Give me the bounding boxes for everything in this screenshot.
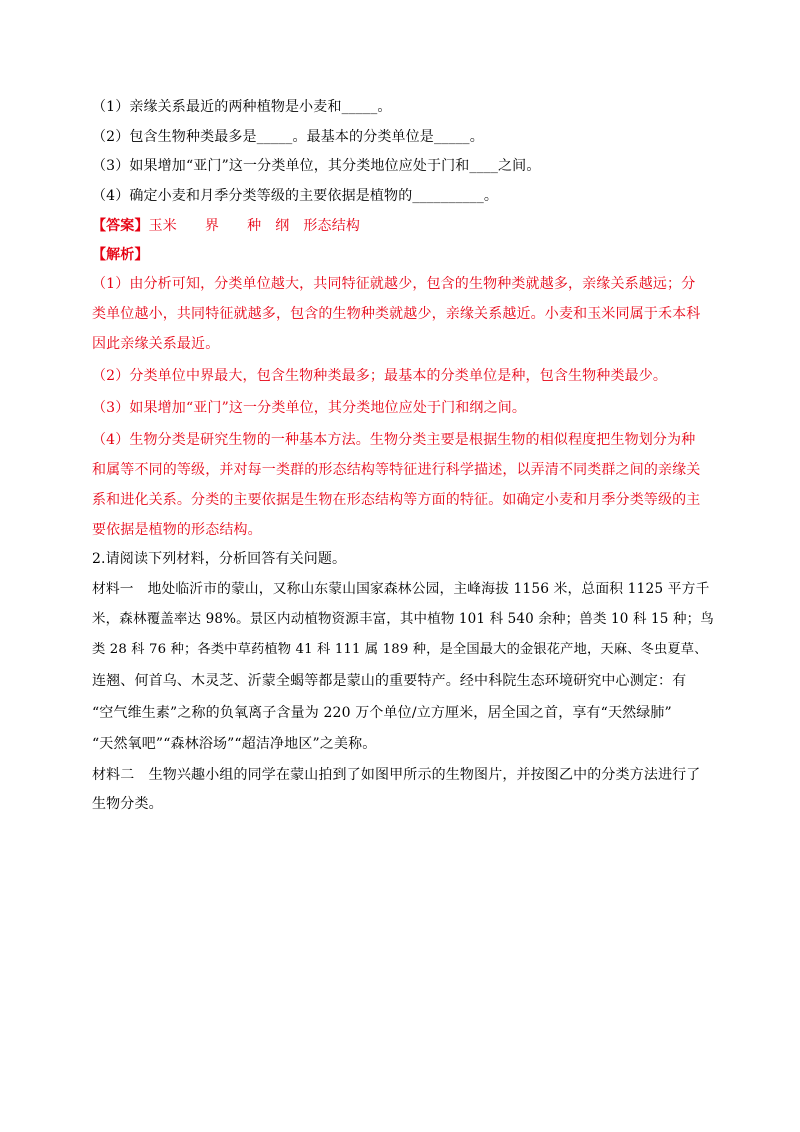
- answer-item: 种: [247, 218, 262, 234]
- answer-item: 形态结构: [303, 218, 360, 234]
- material-1-line: “空气维生素”之称的负氧离子含量为 220 万个单位/立方厘米，居全国之首，享有“天然绿肺”: [92, 705, 672, 721]
- analysis-line: 和属等不同的等级，并对每一类群的形态结构等特征进行科学描述，以弄清不同类群之间的亲缘关: [92, 462, 701, 478]
- analysis-line: 要依据是植物的形态结构。: [92, 522, 262, 538]
- answer-item: 玉米: [148, 218, 177, 234]
- question-2-title: 2.请阅读下列材料，分析回答有关问题。: [92, 551, 347, 567]
- question-1: （1）亲缘关系最近的两种植物是小麦和_____。: [92, 99, 392, 115]
- question-4: （4）确定小麦和月季分类等级的主要依据是植物的__________。: [92, 188, 499, 204]
- analysis-line: （1）由分析可知，分类单位越大，共同特征就越少，包含的生物种类就越多，亲缘关系越远；分: [92, 276, 696, 292]
- analysis-line: 因此亲缘关系最近。: [92, 336, 220, 352]
- analysis-line: 系和进化关系。分类的主要依据是生物在形态结构等方面的特征。如确定小麦和月季分类等级的主: [92, 492, 701, 508]
- analysis-line: （2）分类单位中界最大，包含生物种类最多；最基本的分类单位是种，包含生物种类最少。: [92, 368, 668, 384]
- material-1-line: 材料一 地处临沂市的蒙山，又称山东蒙山国家森林公园，主峰海拔 1156 米，总面积 1125 平方千: [92, 581, 710, 597]
- material-1-line: 连翘、何首乌、木灵芝、沂蒙全蝎等都是蒙山的重要特产。经中科院生态环境研究中心测定：有: [92, 673, 687, 689]
- analysis-label: 【解析】: [92, 247, 149, 263]
- analysis-line: （3）如果增加“亚门”这一分类单位，其分类地位应处于门和纲之间。: [92, 400, 527, 416]
- material-1-line: “天然氧吧”“森林浴场”“超洁净地区”之美称。: [92, 736, 377, 752]
- answer-item: 界: [204, 218, 220, 234]
- material-2-line: 生物分类。: [92, 796, 163, 812]
- answer-item: 纲: [275, 218, 290, 234]
- material-1-line: 类 28 科 76 种；各类中草药植物 41 科 111 属 189 种，是全国最大的金银花产地，天麻、冬虫夏草、: [92, 642, 708, 657]
- analysis-line: （4）生物分类是研究生物的一种基本方法。生物分类主要是根据生物的相似程度把生物划分为种: [92, 432, 696, 448]
- question-3: （3）如果增加“亚门”这一分类单位，其分类地位应处于门和____之间。: [92, 158, 541, 174]
- question-2: （2）包含生物种类最多是_____。最基本的分类单位是_____。: [92, 129, 484, 145]
- answer-line: [92, 216, 716, 238]
- analysis-line: 类单位越小，共同特征就越多，包含的生物种类就越少，亲缘关系越近。小麦和玉米同属于禾本科: [92, 306, 701, 322]
- material-1-line: 米，森林覆盖率达 98%。景区内动植物资源丰富，其中植物 101 科 540 余种；兽类 10 科 15 种；鸟: [92, 611, 714, 627]
- material-2-line: 材料二 生物兴趣小组的同学在蒙山拍到了如图甲所示的生物图片，并按图乙中的分类方法进行了: [92, 767, 701, 783]
- answer-label: 【答案】: [92, 218, 149, 234]
